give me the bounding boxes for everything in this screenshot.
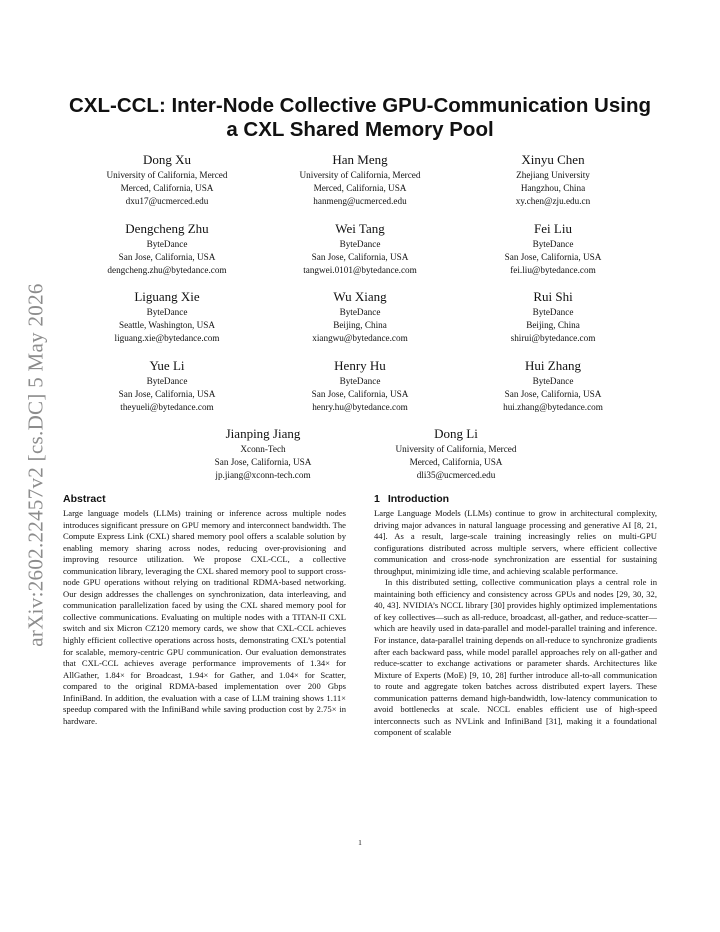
intro-paragraph: In this distributed setting, collective communication plays a central role in maintaining both efficiency and consistency across GPUs and nodes [29, 30, 32, 40, 43]. NVIDIA’s NCCL library [30] provides highly optimized implementations of key collectives—such as all-reduce, broadcast, all-gather, and reduce-scatter—which are heavily used in data-parallel and model-parallel training and inference. For instance, data-parallel training depends on all-reduce to synchronize gradients after each backward pass, while model parallel approaches rely on all-gather and reduce-scatter to exchange activations or parameter shards. Architectures like Mixture of Experts (MoE) [9, 10, 28] further introduce all-to-all communication to route and aggregate token batches across distributed expert layers. These communication patterns demand high-bandwidth, low-latency communication to avoid bottlenecks at scale. NCCL enables efficient use of high-speed interconnects such as NVLink and InfiniBand [31], making it a foundational component of scalable [374,577,657,738]
author-email: dengcheng.zhu@bytedance.com [107,265,227,276]
author-affiliation: ByteDance [532,307,574,317]
author-affiliation: ByteDance [339,307,381,317]
author-name: Wei Tang [335,221,385,236]
author-location: Beijing, China [526,320,580,331]
author-location: Seattle, Washington, USA [118,320,216,331]
introduction-section [374,492,657,739]
author-name: Wu Xiang [333,289,387,304]
author-block [260,221,460,278]
author-email: xy.chen@zju.edu.cn [515,196,591,207]
paper-title: CXL-CCL: Inter-Node Collective GPU-Communication Using a CXL Shared Memory Pool [69,94,651,141]
author-location: San Jose, California, USA [118,389,216,400]
author-affiliation: ByteDance [339,376,381,386]
author-location: Merced, California, USA [409,457,503,468]
author-block [67,358,267,415]
author-block [453,221,653,278]
author-affiliation: ByteDance [532,239,574,249]
author-name: Fei Liu [534,221,572,236]
author-affiliation: University of California, Merced [395,444,517,454]
author-affiliation: ByteDance [146,239,188,249]
author-block [356,426,556,483]
author-affiliation: ByteDance [146,307,188,317]
author-email: henry.hu@bytedance.com [312,402,408,413]
author-name: Xinyu Chen [521,152,585,167]
page-number: 1 [358,838,362,847]
author-name: Hui Zhang [525,358,581,373]
section-title: Introduction [387,493,450,505]
author-block [67,289,267,346]
author-affiliation: Zhejiang University [516,170,590,180]
author-name: Jianping Jiang [225,426,301,441]
author-email: tangwei.0101@bytedance.com [303,265,417,276]
arxiv-id: arXiv:2602.22457v2 [cs.DC] 5 May 2026 [23,283,48,647]
author-name: Liguang Xie [134,289,200,304]
author-location: Hangzhou, China [520,183,586,194]
author-name: Rui Shi [533,289,573,304]
author-affiliation: ByteDance [339,239,381,249]
author-block [67,221,267,278]
abstract-text: Large language models (LLMs) training or inference across multiple nodes introduces significant pressure on GPU memory and interconnect bandwidth. The Compute Express Link (CXL) shared memory pool offers a scalable solution by enabling memory sharing across nodes, reducing over-provisioning and improving resource utilization. We propose CXL-CCL, a collective communication library, leveraging the CXL shared memory pool to support cross-node GPU operations without relying on traditional RDMA-based networking. Our design addresses the challenges on synchronization, data interleaving, and communication parallelization faced by using the CXL shared memory pool for collective communications. Evaluating on multiple nodes with a TITAN-II CXL switch and six Micron CZ120 memory cards, we show that CXL-CCL achieves highly efficient collective operations across hosts, demonstrating CXL’s potential for scalable, memory-centric GPU communication. Our evaluation demonstrates that CXL-CCL achieves average performance improvements of 1.34× for AllGather, 1.84× for Broadcast, 1.94× for Gather, and 1.04× for Scatter, compared to the original RDMA-based implementation over 200 Gbps InfiniBand. In addition, the evaluation with a case of LLM training shows 1.11× speedup compared with the InfiniBand while saving production cost by 2.75× in hardware. [63,508,346,726]
author-block [260,358,460,415]
author-location: San Jose, California, USA [214,457,312,468]
author-location: San Jose, California, USA [311,252,409,263]
introduction-heading [374,492,657,506]
author-location: San Jose, California, USA [118,252,216,263]
author-name: Dengcheng Zhu [125,221,209,236]
author-email: hanmeng@ucmerced.edu [313,196,407,207]
author-block [260,289,460,346]
author-email: theyueli@bytedance.com [120,402,214,413]
author-location: San Jose, California, USA [504,252,602,263]
author-affiliation: University of California, Merced [299,170,421,180]
author-name: Han Meng [332,152,388,167]
author-name: Henry Hu [334,358,386,373]
abstract-heading: Abstract [63,493,106,505]
author-block [453,289,653,346]
author-location: San Jose, California, USA [311,389,409,400]
author-email: liguang.xie@bytedance.com [114,333,220,344]
author-affiliation: University of California, Merced [106,170,228,180]
author-email: hui.zhang@bytedance.com [503,402,603,413]
author-block [260,152,460,209]
intro-paragraph: Large Language Models (LLMs) continue to grow in architectural complexity, driving major advances in natural language processing and generative AI [8, 21, 44]. As a result, large-scale training increasingly relies on multi-GPU configurations distributed across multiple servers, where efficient collective communication and cross-node synchronization are essential for sustaining throughput, minimizing idle time, and achieving scalable performance. [374,508,657,576]
author-email: shirui@bytedance.com [510,333,596,344]
author-email: dli35@ucmerced.edu [416,470,496,481]
author-block [453,358,653,415]
author-block [67,152,267,209]
author-name: Dong Li [434,426,478,441]
arxiv-watermark [18,260,54,670]
author-location: Merced, California, USA [120,183,214,194]
author-block [163,426,363,483]
author-email: dxu17@ucmerced.edu [125,196,209,207]
author-block [453,152,653,209]
abstract-section [63,492,346,727]
author-email: jp.jiang@xconn-tech.com [215,470,311,481]
author-location: Beijing, China [333,320,387,331]
author-location: Merced, California, USA [313,183,407,194]
author-email: fei.liu@bytedance.com [510,265,596,276]
section-number: 1 [374,493,380,505]
author-location: San Jose, California, USA [504,389,602,400]
author-affiliation: ByteDance [532,376,574,386]
author-affiliation: ByteDance [146,376,188,386]
author-name: Dong Xu [142,152,192,167]
author-name: Yue Li [149,358,185,373]
author-affiliation: Xconn-Tech [240,444,286,454]
author-email: xiangwu@bytedance.com [312,333,408,344]
